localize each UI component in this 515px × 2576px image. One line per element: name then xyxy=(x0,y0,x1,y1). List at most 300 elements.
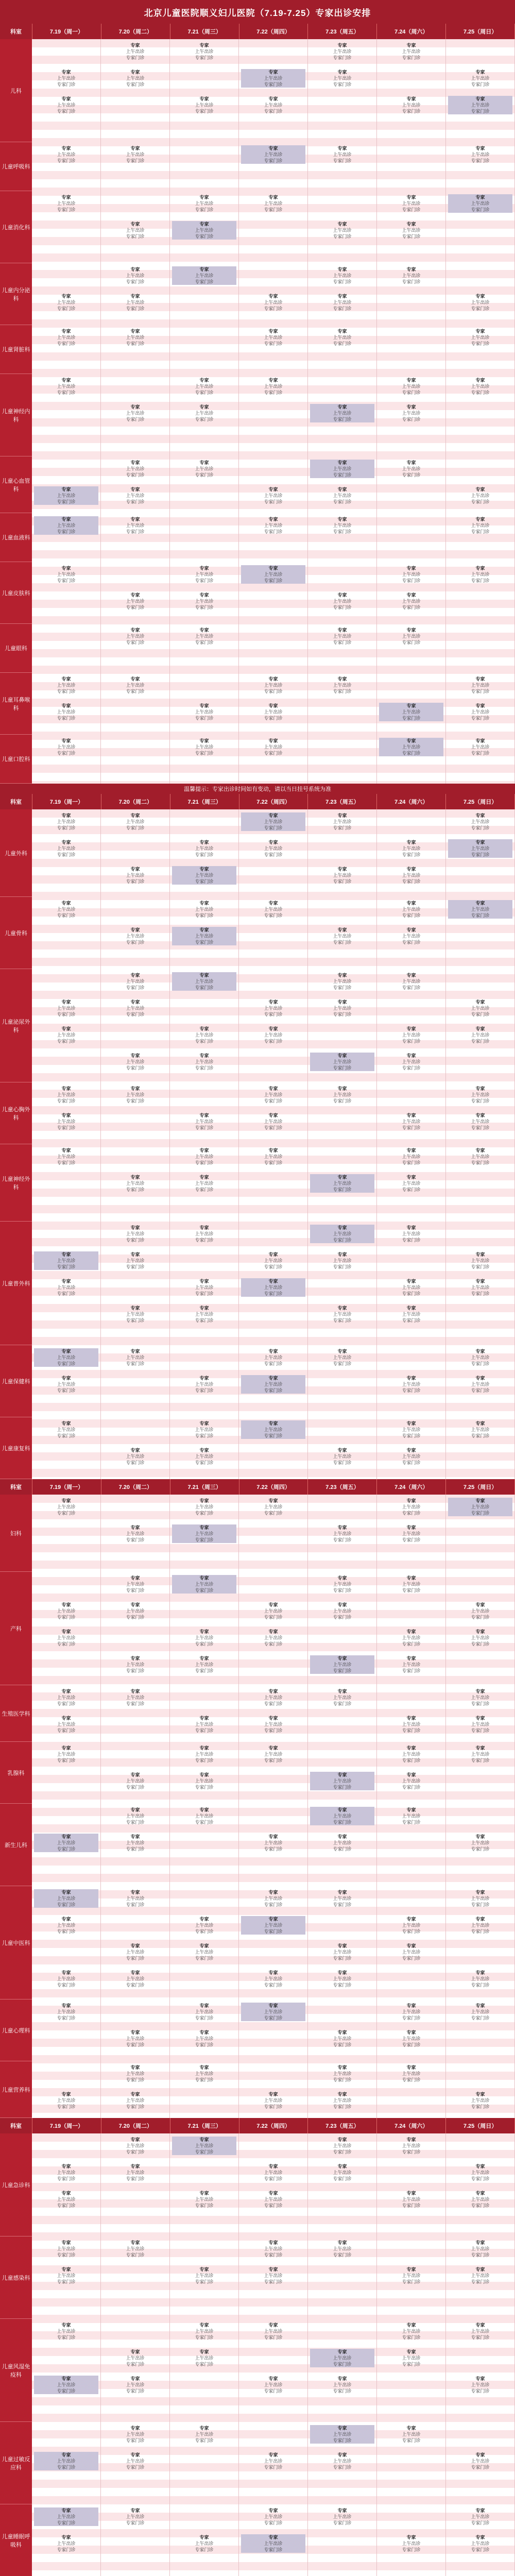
doctor-slot[interactable] xyxy=(34,1278,98,1297)
doctor-slot[interactable] xyxy=(172,460,236,478)
doctor-slot[interactable] xyxy=(172,2003,236,2021)
doctor-slot[interactable] xyxy=(241,565,305,584)
doctor-slot[interactable] xyxy=(172,738,236,756)
doctor-slot[interactable] xyxy=(103,460,167,478)
doctor-slot[interactable] xyxy=(241,839,305,858)
doctor-slot[interactable] xyxy=(172,1174,236,1193)
doctor-slot[interactable] xyxy=(241,738,305,756)
doctor-slot[interactable] xyxy=(379,1053,443,1071)
doctor-slot[interactable] xyxy=(310,486,374,505)
doctor-slot[interactable] xyxy=(241,293,305,312)
doctor-slot[interactable] xyxy=(103,1086,167,1104)
doctor-slot[interactable] xyxy=(172,221,236,240)
doctor-slot[interactable] xyxy=(379,96,443,114)
doctor-slot[interactable] xyxy=(379,2003,443,2021)
doctor-slot[interactable] xyxy=(310,1602,374,1620)
doctor-slot[interactable] xyxy=(34,1688,98,1707)
doctor-slot[interactable] xyxy=(448,1916,512,1935)
doctor-slot[interactable] xyxy=(448,2266,512,2285)
doctor-slot[interactable] xyxy=(379,194,443,213)
doctor-slot[interactable] xyxy=(448,999,512,1018)
doctor-slot[interactable] xyxy=(448,1348,512,1367)
doctor-slot[interactable] xyxy=(172,1420,236,1439)
doctor-slot[interactable] xyxy=(310,1834,374,1852)
doctor-slot[interactable] xyxy=(103,1943,167,1961)
doctor-slot[interactable] xyxy=(241,1086,305,1104)
doctor-slot[interactable] xyxy=(241,2507,305,2526)
doctor-slot[interactable] xyxy=(172,703,236,721)
doctor-slot[interactable] xyxy=(448,1629,512,1647)
doctor-slot[interactable] xyxy=(379,1174,443,1193)
doctor-slot[interactable] xyxy=(448,2003,512,2021)
doctor-slot[interactable] xyxy=(310,1447,374,1466)
doctor-slot[interactable] xyxy=(103,1688,167,1707)
doctor-slot[interactable] xyxy=(379,1225,443,1243)
doctor-slot[interactable] xyxy=(379,2425,443,2444)
doctor-slot[interactable] xyxy=(310,1524,374,1543)
doctor-slot[interactable] xyxy=(34,293,98,312)
doctor-slot[interactable] xyxy=(241,2163,305,2182)
doctor-slot[interactable] xyxy=(172,1305,236,1324)
doctor-slot[interactable] xyxy=(310,866,374,885)
doctor-slot[interactable] xyxy=(310,1772,374,1790)
doctor-slot[interactable] xyxy=(379,1447,443,1466)
doctor-slot[interactable] xyxy=(379,927,443,945)
doctor-slot[interactable] xyxy=(310,145,374,164)
doctor-slot[interactable] xyxy=(241,1602,305,1620)
doctor-slot[interactable] xyxy=(241,1970,305,1988)
doctor-slot[interactable] xyxy=(310,460,374,478)
doctor-slot[interactable] xyxy=(172,2322,236,2341)
doctor-slot[interactable] xyxy=(310,2507,374,2526)
doctor-slot[interactable] xyxy=(448,1970,512,1988)
doctor-slot[interactable] xyxy=(172,1943,236,1961)
doctor-slot[interactable] xyxy=(103,2507,167,2526)
doctor-slot[interactable] xyxy=(310,999,374,1018)
doctor-slot[interactable] xyxy=(241,1026,305,1044)
doctor-slot[interactable] xyxy=(172,2190,236,2209)
doctor-slot[interactable] xyxy=(103,266,167,285)
doctor-slot[interactable] xyxy=(103,1834,167,1852)
doctor-slot[interactable] xyxy=(448,194,512,213)
doctor-slot[interactable] xyxy=(379,1772,443,1790)
doctor-slot[interactable] xyxy=(310,42,374,61)
doctor-slot[interactable] xyxy=(310,2452,374,2470)
doctor-slot[interactable] xyxy=(241,1745,305,1764)
doctor-slot[interactable] xyxy=(103,1447,167,1466)
doctor-slot[interactable] xyxy=(34,738,98,756)
doctor-slot[interactable] xyxy=(103,42,167,61)
doctor-slot[interactable] xyxy=(172,866,236,885)
doctor-slot[interactable] xyxy=(34,812,98,831)
doctor-slot[interactable] xyxy=(34,565,98,584)
doctor-slot[interactable] xyxy=(34,194,98,213)
doctor-slot[interactable] xyxy=(103,1524,167,1543)
doctor-slot[interactable] xyxy=(448,2452,512,2470)
doctor-slot[interactable] xyxy=(34,1834,98,1852)
doctor-slot[interactable] xyxy=(172,839,236,858)
doctor-slot[interactable] xyxy=(34,1026,98,1044)
doctor-slot[interactable] xyxy=(34,1251,98,1270)
doctor-slot[interactable] xyxy=(310,1251,374,1270)
doctor-slot[interactable] xyxy=(34,328,98,347)
doctor-slot[interactable] xyxy=(310,1305,374,1324)
doctor-slot[interactable] xyxy=(103,328,167,347)
doctor-slot[interactable] xyxy=(172,42,236,61)
doctor-slot[interactable] xyxy=(34,703,98,721)
doctor-slot[interactable] xyxy=(172,1916,236,1935)
doctor-slot[interactable] xyxy=(448,1602,512,1620)
doctor-slot[interactable] xyxy=(448,96,512,114)
doctor-slot[interactable] xyxy=(172,900,236,919)
doctor-slot[interactable] xyxy=(379,1745,443,1764)
doctor-slot[interactable] xyxy=(34,2163,98,2182)
doctor-slot[interactable] xyxy=(448,2534,512,2553)
doctor-slot[interactable] xyxy=(241,1348,305,1367)
doctor-slot[interactable] xyxy=(103,866,167,885)
doctor-slot[interactable] xyxy=(448,1745,512,1764)
doctor-slot[interactable] xyxy=(379,565,443,584)
doctor-slot[interactable] xyxy=(310,1688,374,1707)
doctor-slot[interactable] xyxy=(241,1629,305,1647)
doctor-slot[interactable] xyxy=(172,592,236,611)
doctor-slot[interactable] xyxy=(172,2137,236,2155)
doctor-slot[interactable] xyxy=(34,2240,98,2258)
doctor-slot[interactable] xyxy=(448,1375,512,1394)
doctor-slot[interactable] xyxy=(172,1745,236,1764)
doctor-slot[interactable] xyxy=(310,1225,374,1243)
doctor-slot[interactable] xyxy=(448,1251,512,1270)
doctor-slot[interactable] xyxy=(448,812,512,831)
doctor-slot[interactable] xyxy=(172,627,236,646)
doctor-slot[interactable] xyxy=(34,69,98,88)
doctor-slot[interactable] xyxy=(379,2349,443,2367)
doctor-slot[interactable] xyxy=(103,1225,167,1243)
doctor-slot[interactable] xyxy=(379,866,443,885)
doctor-slot[interactable] xyxy=(34,1112,98,1131)
doctor-slot[interactable] xyxy=(172,404,236,422)
doctor-slot[interactable] xyxy=(103,1348,167,1367)
doctor-slot[interactable] xyxy=(310,404,374,422)
doctor-slot[interactable] xyxy=(241,2091,305,2110)
doctor-slot[interactable] xyxy=(103,1305,167,1324)
doctor-slot[interactable] xyxy=(448,377,512,396)
doctor-slot[interactable] xyxy=(379,738,443,756)
doctor-slot[interactable] xyxy=(310,221,374,240)
doctor-slot[interactable] xyxy=(103,2452,167,2470)
doctor-slot[interactable] xyxy=(241,96,305,114)
doctor-slot[interactable] xyxy=(379,2029,443,2048)
doctor-slot[interactable] xyxy=(34,2534,98,2553)
doctor-slot[interactable] xyxy=(241,1147,305,1166)
doctor-slot[interactable] xyxy=(241,516,305,535)
doctor-slot[interactable] xyxy=(241,2534,305,2553)
doctor-slot[interactable] xyxy=(34,2452,98,2470)
doctor-slot[interactable] xyxy=(379,1943,443,1961)
doctor-slot[interactable] xyxy=(310,1086,374,1104)
doctor-slot[interactable] xyxy=(103,2349,167,2367)
doctor-slot[interactable] xyxy=(448,900,512,919)
doctor-slot[interactable] xyxy=(103,1889,167,1908)
doctor-slot[interactable] xyxy=(448,1715,512,1734)
doctor-slot[interactable] xyxy=(103,927,167,945)
doctor-slot[interactable] xyxy=(172,1147,236,1166)
doctor-slot[interactable] xyxy=(448,145,512,164)
doctor-slot[interactable] xyxy=(172,1498,236,1516)
doctor-slot[interactable] xyxy=(448,1420,512,1439)
doctor-slot[interactable] xyxy=(241,2190,305,2209)
doctor-slot[interactable] xyxy=(448,2507,512,2526)
doctor-slot[interactable] xyxy=(379,2137,443,2155)
doctor-slot[interactable] xyxy=(241,1498,305,1516)
doctor-slot[interactable] xyxy=(448,1889,512,1908)
doctor-slot[interactable] xyxy=(172,2425,236,2444)
doctor-slot[interactable] xyxy=(241,1916,305,1935)
doctor-slot[interactable] xyxy=(103,2091,167,2110)
doctor-slot[interactable] xyxy=(241,2003,305,2021)
doctor-slot[interactable] xyxy=(103,972,167,991)
doctor-slot[interactable] xyxy=(448,2190,512,2209)
doctor-slot[interactable] xyxy=(310,1348,374,1367)
doctor-slot[interactable] xyxy=(241,1889,305,1908)
doctor-slot[interactable] xyxy=(379,703,443,721)
doctor-slot[interactable] xyxy=(241,1688,305,1707)
doctor-slot[interactable] xyxy=(241,1278,305,1297)
doctor-slot[interactable] xyxy=(172,1375,236,1394)
doctor-slot[interactable] xyxy=(103,627,167,646)
doctor-slot[interactable] xyxy=(379,2322,443,2341)
doctor-slot[interactable] xyxy=(103,486,167,505)
doctor-slot[interactable] xyxy=(241,377,305,396)
doctor-slot[interactable] xyxy=(448,1112,512,1131)
doctor-slot[interactable] xyxy=(34,2322,98,2341)
doctor-slot[interactable] xyxy=(310,627,374,646)
doctor-slot[interactable] xyxy=(241,1715,305,1734)
doctor-slot[interactable] xyxy=(34,1147,98,1166)
doctor-slot[interactable] xyxy=(34,1498,98,1516)
doctor-slot[interactable] xyxy=(379,1147,443,1166)
doctor-slot[interactable] xyxy=(103,2029,167,2048)
doctor-slot[interactable] xyxy=(310,1575,374,1594)
doctor-slot[interactable] xyxy=(34,2003,98,2021)
doctor-slot[interactable] xyxy=(448,703,512,721)
doctor-slot[interactable] xyxy=(379,2534,443,2553)
doctor-slot[interactable] xyxy=(379,2064,443,2083)
doctor-slot[interactable] xyxy=(34,1086,98,1104)
doctor-slot[interactable] xyxy=(379,839,443,858)
doctor-slot[interactable] xyxy=(103,1970,167,1988)
doctor-slot[interactable] xyxy=(310,2240,374,2258)
doctor-slot[interactable] xyxy=(34,1745,98,1764)
doctor-slot[interactable] xyxy=(379,2190,443,2209)
doctor-slot[interactable] xyxy=(310,2029,374,2048)
doctor-slot[interactable] xyxy=(310,676,374,694)
doctor-slot[interactable] xyxy=(448,2322,512,2341)
doctor-slot[interactable] xyxy=(34,2091,98,2110)
doctor-slot[interactable] xyxy=(172,2029,236,2048)
doctor-slot[interactable] xyxy=(172,1447,236,1466)
doctor-slot[interactable] xyxy=(103,1602,167,1620)
doctor-slot[interactable] xyxy=(448,2091,512,2110)
doctor-slot[interactable] xyxy=(103,1807,167,1825)
doctor-slot[interactable] xyxy=(241,2376,305,2394)
doctor-slot[interactable] xyxy=(241,145,305,164)
doctor-slot[interactable] xyxy=(241,1420,305,1439)
doctor-slot[interactable] xyxy=(310,972,374,991)
doctor-slot[interactable] xyxy=(310,1970,374,1988)
doctor-slot[interactable] xyxy=(448,1147,512,1166)
doctor-slot[interactable] xyxy=(379,221,443,240)
doctor-slot[interactable] xyxy=(448,738,512,756)
doctor-slot[interactable] xyxy=(379,1655,443,1674)
doctor-slot[interactable] xyxy=(241,2266,305,2285)
doctor-slot[interactable] xyxy=(172,266,236,285)
doctor-slot[interactable] xyxy=(379,1524,443,1543)
doctor-slot[interactable] xyxy=(172,1524,236,1543)
doctor-slot[interactable] xyxy=(34,2507,98,2526)
doctor-slot[interactable] xyxy=(448,839,512,858)
doctor-slot[interactable] xyxy=(34,377,98,396)
doctor-slot[interactable] xyxy=(379,377,443,396)
doctor-slot[interactable] xyxy=(310,1889,374,1908)
doctor-slot[interactable] xyxy=(379,1807,443,1825)
doctor-slot[interactable] xyxy=(103,2137,167,2155)
doctor-slot[interactable] xyxy=(310,293,374,312)
doctor-slot[interactable] xyxy=(103,676,167,694)
doctor-slot[interactable] xyxy=(241,703,305,721)
doctor-slot[interactable] xyxy=(34,1629,98,1647)
doctor-slot[interactable] xyxy=(103,404,167,422)
doctor-slot[interactable] xyxy=(379,1305,443,1324)
doctor-slot[interactable] xyxy=(379,900,443,919)
doctor-slot[interactable] xyxy=(172,1026,236,1044)
doctor-slot[interactable] xyxy=(103,592,167,611)
doctor-slot[interactable] xyxy=(448,2240,512,2258)
doctor-slot[interactable] xyxy=(310,266,374,285)
doctor-slot[interactable] xyxy=(241,69,305,88)
doctor-slot[interactable] xyxy=(379,1026,443,1044)
doctor-slot[interactable] xyxy=(379,972,443,991)
doctor-slot[interactable] xyxy=(379,1715,443,1734)
doctor-slot[interactable] xyxy=(103,1575,167,1594)
doctor-slot[interactable] xyxy=(448,1026,512,1044)
doctor-slot[interactable] xyxy=(103,1655,167,1674)
doctor-slot[interactable] xyxy=(379,1278,443,1297)
doctor-slot[interactable] xyxy=(103,293,167,312)
doctor-slot[interactable] xyxy=(103,2425,167,2444)
doctor-slot[interactable] xyxy=(103,1772,167,1790)
doctor-slot[interactable] xyxy=(34,2190,98,2209)
doctor-slot[interactable] xyxy=(172,2266,236,2285)
doctor-slot[interactable] xyxy=(310,69,374,88)
doctor-slot[interactable] xyxy=(172,1807,236,1825)
doctor-slot[interactable] xyxy=(310,592,374,611)
doctor-slot[interactable] xyxy=(379,592,443,611)
doctor-slot[interactable] xyxy=(448,1834,512,1852)
doctor-slot[interactable] xyxy=(310,812,374,831)
doctor-slot[interactable] xyxy=(172,1629,236,1647)
doctor-slot[interactable] xyxy=(379,2266,443,2285)
doctor-slot[interactable] xyxy=(172,1575,236,1594)
doctor-slot[interactable] xyxy=(379,1498,443,1516)
doctor-slot[interactable] xyxy=(448,486,512,505)
doctor-slot[interactable] xyxy=(241,1251,305,1270)
doctor-slot[interactable] xyxy=(34,2266,98,2285)
doctor-slot[interactable] xyxy=(379,1575,443,1594)
doctor-slot[interactable] xyxy=(34,900,98,919)
doctor-slot[interactable] xyxy=(172,1053,236,1071)
doctor-slot[interactable] xyxy=(34,1889,98,1908)
doctor-slot[interactable] xyxy=(448,565,512,584)
doctor-slot[interactable] xyxy=(34,1420,98,1439)
doctor-slot[interactable] xyxy=(310,2091,374,2110)
doctor-slot[interactable] xyxy=(34,1348,98,1367)
doctor-slot[interactable] xyxy=(310,927,374,945)
doctor-slot[interactable] xyxy=(379,42,443,61)
doctor-slot[interactable] xyxy=(34,1970,98,1988)
doctor-slot[interactable] xyxy=(448,2376,512,2394)
doctor-slot[interactable] xyxy=(310,1655,374,1674)
doctor-slot[interactable] xyxy=(448,1278,512,1297)
doctor-slot[interactable] xyxy=(241,2322,305,2341)
doctor-slot[interactable] xyxy=(103,1174,167,1193)
doctor-slot[interactable] xyxy=(310,2425,374,2444)
doctor-slot[interactable] xyxy=(172,565,236,584)
doctor-slot[interactable] xyxy=(310,2349,374,2367)
doctor-slot[interactable] xyxy=(241,1834,305,1852)
doctor-slot[interactable] xyxy=(34,96,98,114)
doctor-slot[interactable] xyxy=(448,69,512,88)
doctor-slot[interactable] xyxy=(448,1086,512,1104)
doctor-slot[interactable] xyxy=(172,1772,236,1790)
doctor-slot[interactable] xyxy=(34,1602,98,1620)
doctor-slot[interactable] xyxy=(379,627,443,646)
doctor-slot[interactable] xyxy=(310,1053,374,1071)
doctor-slot[interactable] xyxy=(34,676,98,694)
doctor-slot[interactable] xyxy=(172,2534,236,2553)
doctor-slot[interactable] xyxy=(34,1715,98,1734)
doctor-slot[interactable] xyxy=(241,2240,305,2258)
doctor-slot[interactable] xyxy=(241,194,305,213)
doctor-slot[interactable] xyxy=(34,839,98,858)
doctor-slot[interactable] xyxy=(34,516,98,535)
doctor-slot[interactable] xyxy=(241,328,305,347)
doctor-slot[interactable] xyxy=(448,293,512,312)
doctor-slot[interactable] xyxy=(172,2064,236,2083)
doctor-slot[interactable] xyxy=(241,1375,305,1394)
doctor-slot[interactable] xyxy=(34,1916,98,1935)
doctor-slot[interactable] xyxy=(448,1688,512,1707)
doctor-slot[interactable] xyxy=(172,1655,236,1674)
doctor-slot[interactable] xyxy=(310,328,374,347)
doctor-slot[interactable] xyxy=(310,2163,374,2182)
doctor-slot[interactable] xyxy=(34,999,98,1018)
doctor-slot[interactable] xyxy=(172,972,236,991)
doctor-slot[interactable] xyxy=(310,1174,374,1193)
doctor-slot[interactable] xyxy=(379,1420,443,1439)
doctor-slot[interactable] xyxy=(172,927,236,945)
doctor-slot[interactable] xyxy=(379,266,443,285)
doctor-slot[interactable] xyxy=(310,516,374,535)
doctor-slot[interactable] xyxy=(103,2064,167,2083)
doctor-slot[interactable] xyxy=(103,1053,167,1071)
doctor-slot[interactable] xyxy=(172,194,236,213)
doctor-slot[interactable] xyxy=(103,516,167,535)
doctor-slot[interactable] xyxy=(448,516,512,535)
doctor-slot[interactable] xyxy=(172,377,236,396)
doctor-slot[interactable] xyxy=(241,812,305,831)
doctor-slot[interactable] xyxy=(172,96,236,114)
